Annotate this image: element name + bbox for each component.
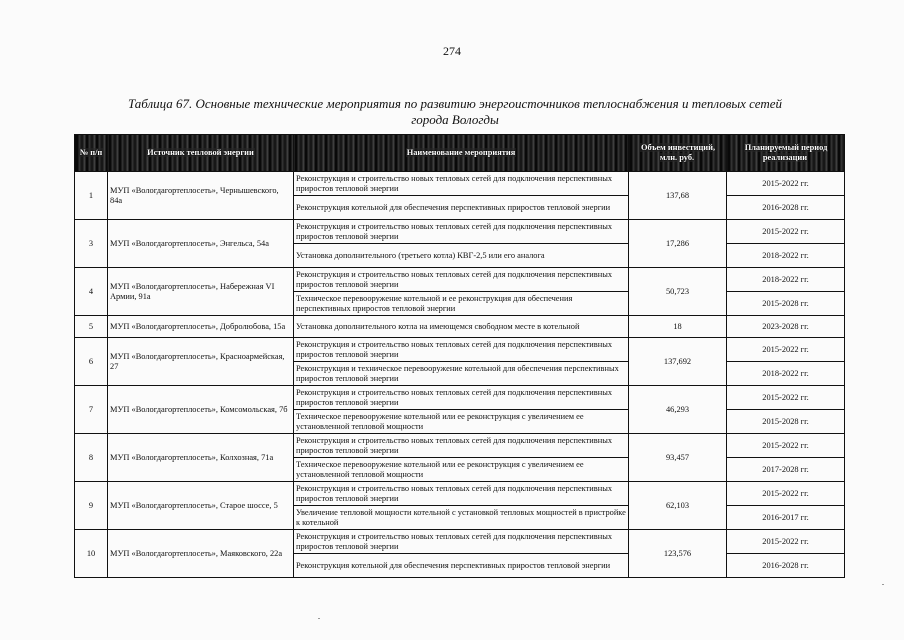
measure-name: Техническое перевооружение котельной и ее реконструкция для обеспечения перспективных приростов тепловой энергии xyxy=(294,292,629,316)
investment-volume: 137,68 xyxy=(629,172,727,220)
table-row xyxy=(75,482,845,506)
table-header-row xyxy=(75,135,845,172)
measure-name: Реконструкция и строительство новых тепловых сетей для подключения перспективных приростов тепловой энергии xyxy=(294,268,629,292)
row-number: 4 xyxy=(75,268,108,316)
row-number: 1 xyxy=(75,172,108,220)
measure-name: Реконструкция и строительство новых тепловых сетей для подключения перспективных приростов тепловой энергии xyxy=(294,434,629,458)
measure-name: Техническое перевооружение котельной или ее реконструкция с увеличением ее установленной тепловой мощности xyxy=(294,458,629,482)
heat-source: МУП «Вологдагортеплосеть», Набережная VI Армии, 91а xyxy=(108,268,294,316)
investment-volume: 123,576 xyxy=(629,530,727,578)
table-row xyxy=(75,268,845,292)
table-row xyxy=(75,316,845,338)
heat-source: МУП «Вологдагортеплосеть», Добролюбова, 15а xyxy=(108,316,294,338)
row-number: 5 xyxy=(75,316,108,338)
implementation-period: 2018-2022 гг. xyxy=(727,362,845,386)
row-number: 6 xyxy=(75,338,108,386)
implementation-period: 2023-2028 гг. xyxy=(727,316,845,338)
measures-table xyxy=(74,134,845,578)
measure-name: Техническое перевооружение котельной или ее реконструкция с увеличением ее установленной тепловой мощности xyxy=(294,410,629,434)
row-number: 9 xyxy=(75,482,108,530)
implementation-period: 2018-2022 гг. xyxy=(727,244,845,268)
header-num: № п/п xyxy=(75,135,108,172)
implementation-period: 2016-2028 гг. xyxy=(727,554,845,578)
row-number: 8 xyxy=(75,434,108,482)
heat-source: МУП «Вологдагортеплосеть», Красноармейская, 27 xyxy=(108,338,294,386)
caption-line-1: Таблица 67. Основные технические мероприятия по развитию энергоисточников теплоснабжения и тепловых сетей xyxy=(127,96,783,111)
table-row xyxy=(75,434,845,458)
table-caption xyxy=(80,96,830,128)
measure-name: Реконструкция и строительство новых тепловых сетей для подключения перспективных приростов тепловой энергии xyxy=(294,482,629,506)
implementation-period: 2015-2022 гг. xyxy=(727,172,845,196)
measure-name: Увеличение тепловой мощности котельной с установкой тепловых мощностей в пристройке к котельной xyxy=(294,506,629,530)
implementation-period: 2015-2022 гг. xyxy=(727,530,845,554)
measure-name: Реконструкция котельной для обеспечения перспективных приростов тепловой энергии xyxy=(294,196,629,220)
investment-volume: 50,723 xyxy=(629,268,727,316)
row-number: 3 xyxy=(75,220,108,268)
header-volume: Объем инвестиций, млн. руб. xyxy=(629,135,727,172)
heat-source: МУП «Вологдагортеплосеть», Колхозная, 71а xyxy=(108,434,294,482)
implementation-period: 2015-2022 гг. xyxy=(727,338,845,362)
implementation-period: 2015-2022 гг. xyxy=(727,386,845,410)
measure-name: Реконструкция котельной для обеспечения перспективных приростов тепловой энергии xyxy=(294,554,629,578)
heat-source: МУП «Вологдагортеплосеть», Старое шоссе, 5 xyxy=(108,482,294,530)
table-body xyxy=(75,172,845,578)
measure-name: Реконструкция и строительство новых тепловых сетей для подключения перспективных приростов тепловой энергии xyxy=(294,220,629,244)
row-number: 7 xyxy=(75,386,108,434)
header-action: Наименование мероприятия xyxy=(294,135,629,172)
header-source: Источник тепловой энергии xyxy=(108,135,294,172)
investment-volume: 46,293 xyxy=(629,386,727,434)
page-number: 274 xyxy=(443,44,461,58)
table-row xyxy=(75,220,845,244)
heat-source: МУП «Вологдагортеплосеть», Чернышевского, 84а xyxy=(108,172,294,220)
measure-name: Реконструкция и строительство новых тепловых сетей для подключения перспективных приростов тепловой энергии xyxy=(294,338,629,362)
implementation-period: 2016-2017 гг. xyxy=(727,506,845,530)
measure-name: Установка дополнительного (третьего котла) КВГ-2,5 или его аналога xyxy=(294,244,629,268)
investment-volume: 17,286 xyxy=(629,220,727,268)
header-term: Планируемый период реализации xyxy=(727,135,845,172)
scan-speck xyxy=(318,618,320,619)
implementation-period: 2018-2022 гг. xyxy=(727,268,845,292)
heat-source: МУП «Вологдагортеплосеть», Маяковского, 22а xyxy=(108,530,294,578)
investment-volume: 18 xyxy=(629,316,727,338)
heat-source: МУП «Вологдагортеплосеть», Энгельса, 54а xyxy=(108,220,294,268)
measure-name: Установка дополнительного котла на имеющемся свободном месте в котельной xyxy=(294,316,629,338)
implementation-period: 2015-2022 гг. xyxy=(727,220,845,244)
implementation-period: 2015-2022 гг. xyxy=(727,434,845,458)
implementation-period: 2015-2022 гг. xyxy=(727,482,845,506)
investment-volume: 137,692 xyxy=(629,338,727,386)
implementation-period: 2015-2028 гг. xyxy=(727,410,845,434)
implementation-period: 2015-2028 гг. xyxy=(727,292,845,316)
investment-volume: 93,457 xyxy=(629,434,727,482)
table-row xyxy=(75,386,845,410)
row-number: 10 xyxy=(75,530,108,578)
caption-line-2: города Вологды xyxy=(411,112,499,127)
investment-volume: 62,103 xyxy=(629,482,727,530)
table-row xyxy=(75,530,845,554)
heat-source: МУП «Вологдагортеплосеть», Комсомольская, 7б xyxy=(108,386,294,434)
measure-name: Реконструкция и техническое перевооружение котельной для обеспечения перспективных приростов тепловой энергии xyxy=(294,362,629,386)
implementation-period: 2017-2028 гг. xyxy=(727,458,845,482)
table-row xyxy=(75,172,845,196)
measure-name: Реконструкция и строительство новых тепловых сетей для подключения перспективных приростов тепловой энергии xyxy=(294,172,629,196)
measure-name: Реконструкция и строительство новых тепловых сетей для подключения перспективных приростов тепловой энергии xyxy=(294,530,629,554)
scan-speck xyxy=(882,584,884,585)
implementation-period: 2016-2028 гг. xyxy=(727,196,845,220)
table-row xyxy=(75,338,845,362)
measure-name: Реконструкция и строительство новых тепловых сетей для подключения перспективных приростов тепловой энергии xyxy=(294,386,629,410)
